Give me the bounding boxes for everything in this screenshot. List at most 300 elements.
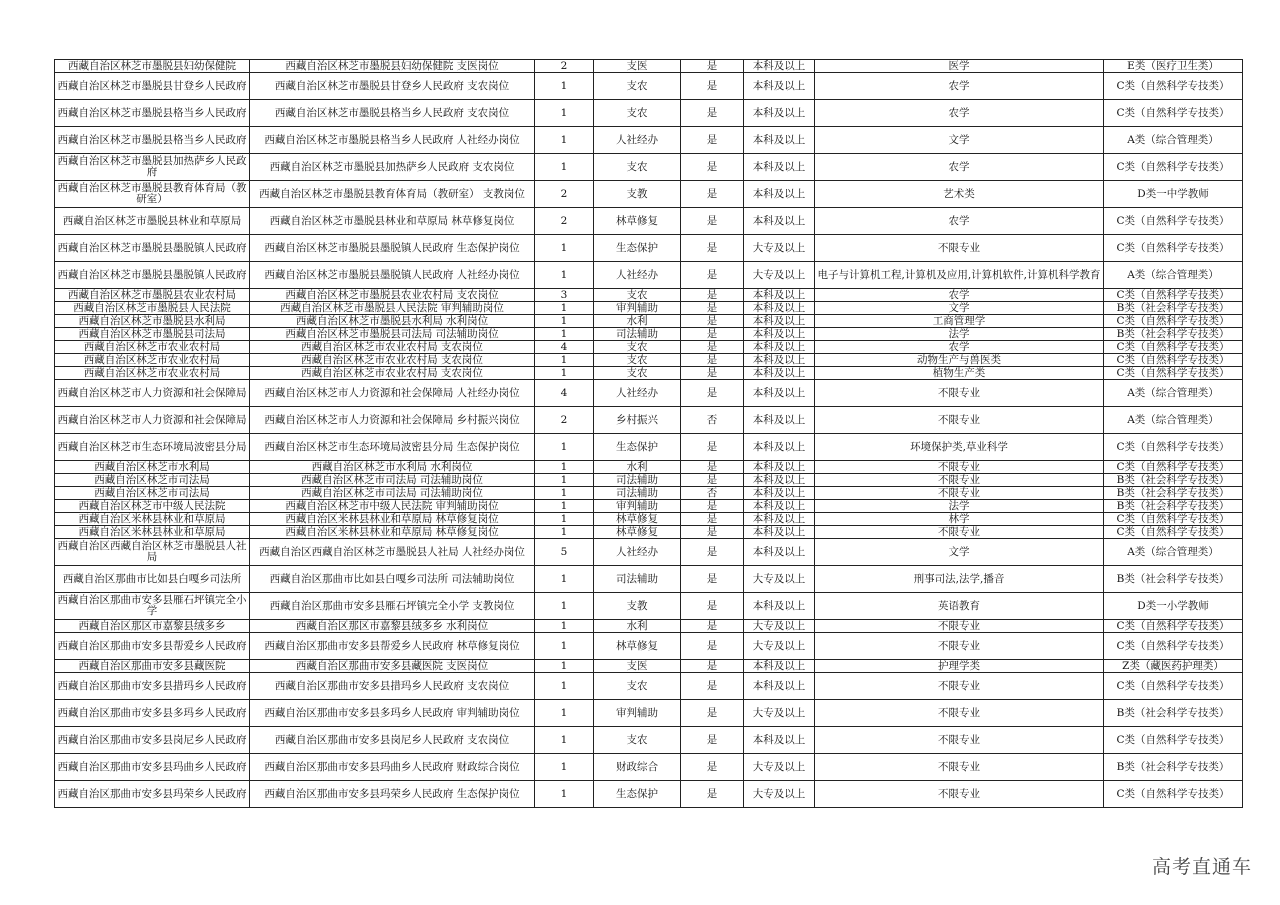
job-type-cell: 林草修复: [594, 208, 681, 235]
education-cell: 本科及以上: [744, 673, 815, 700]
education-cell: 本科及以上: [744, 513, 815, 526]
table-row: [55, 700, 1243, 727]
job-type-cell: 林草修复: [594, 526, 681, 539]
position-cell: 西藏自治区林芝市人力资源和社会保障局 乡村振兴岗位: [250, 407, 535, 434]
table-row: [55, 593, 1243, 620]
table-row: [55, 341, 1243, 354]
major-cell: 刑事司法,法学,播音: [815, 566, 1104, 593]
remote-flag-cell: 是: [681, 328, 744, 341]
position-cell: 西藏自治区米林县林业和草原局 林草修复岗位: [250, 513, 535, 526]
education-cell: 本科及以上: [744, 60, 815, 73]
positions-table: [54, 59, 1243, 808]
remote-flag-cell: 是: [681, 526, 744, 539]
headcount-cell: 1: [535, 700, 594, 727]
employer-cell: 西藏自治区林芝市生态环境局波密县分局: [55, 434, 250, 461]
table-row: [55, 620, 1243, 633]
headcount-cell: 1: [535, 302, 594, 315]
employer-cell: 西藏自治区林芝市墨脱县教育体育局（教研室）: [55, 181, 250, 208]
headcount-cell: 1: [535, 566, 594, 593]
remote-flag-cell: 是: [681, 181, 744, 208]
job-type-cell: 支农: [594, 289, 681, 302]
category-cell: C类（自然科学专技类）: [1104, 341, 1243, 354]
position-cell: 西藏自治区林芝市司法局 司法辅助岗位: [250, 487, 535, 500]
employer-cell: 西藏自治区林芝市司法局: [55, 474, 250, 487]
job-type-cell: 人社经办: [594, 127, 681, 154]
job-type-cell: 支农: [594, 354, 681, 367]
remote-flag-cell: 否: [681, 407, 744, 434]
employer-cell: 西藏自治区林芝市墨脱县甘登乡人民政府: [55, 73, 250, 100]
table-row: [55, 513, 1243, 526]
category-cell: B类（社会科学专技类）: [1104, 328, 1243, 341]
position-cell: 西藏自治区那曲市安多县措玛乡人民政府 支农岗位: [250, 673, 535, 700]
remote-flag-cell: 是: [681, 60, 744, 73]
position-cell: 西藏自治区林芝市墨脱县墨脱镇人民政府 生态保护岗位: [250, 235, 535, 262]
position-cell: 西藏自治区林芝市墨脱县农业农村局 支农岗位: [250, 289, 535, 302]
category-cell: C类（自然科学专技类）: [1104, 73, 1243, 100]
employer-cell: 西藏自治区那曲市安多县雁石坪镇完全小学: [55, 593, 250, 620]
education-cell: 本科及以上: [744, 487, 815, 500]
education-cell: 大专及以上: [744, 633, 815, 660]
job-type-cell: 生态保护: [594, 235, 681, 262]
position-cell: 西藏自治区林芝市生态环境局波密县分局 生态保护岗位: [250, 434, 535, 461]
job-type-cell: 人社经办: [594, 380, 681, 407]
major-cell: 动物生产与兽医类: [815, 354, 1104, 367]
employer-cell: 西藏自治区林芝市墨脱县人民法院: [55, 302, 250, 315]
employer-cell: 西藏自治区林芝市墨脱县林业和草原局: [55, 208, 250, 235]
remote-flag-cell: 是: [681, 100, 744, 127]
table-row: [55, 315, 1243, 328]
table-row: [55, 208, 1243, 235]
table-row: [55, 727, 1243, 754]
position-cell: 西藏自治区那曲市安多县帮爱乡人民政府 林草修复岗位: [250, 633, 535, 660]
job-type-cell: 水利: [594, 461, 681, 474]
major-cell: 文学: [815, 539, 1104, 566]
education-cell: 本科及以上: [744, 181, 815, 208]
remote-flag-cell: 是: [681, 262, 744, 289]
major-cell: 林学: [815, 513, 1104, 526]
major-cell: 医学: [815, 60, 1104, 73]
remote-flag-cell: 是: [681, 235, 744, 262]
category-cell: C类（自然科学专技类）: [1104, 727, 1243, 754]
table-row: [55, 328, 1243, 341]
category-cell: C类（自然科学专技类）: [1104, 289, 1243, 302]
employer-cell: 西藏自治区林芝市水利局: [55, 461, 250, 474]
table-row: [55, 100, 1243, 127]
category-cell: C类（自然科学专技类）: [1104, 781, 1243, 808]
category-cell: B类（社会科学专技类）: [1104, 754, 1243, 781]
education-cell: 本科及以上: [744, 354, 815, 367]
remote-flag-cell: 是: [681, 434, 744, 461]
headcount-cell: 1: [535, 593, 594, 620]
table-row: [55, 500, 1243, 513]
major-cell: 不限专业: [815, 700, 1104, 727]
employer-cell: 西藏自治区林芝市墨脱县墨脱镇人民政府: [55, 262, 250, 289]
category-cell: C类（自然科学专技类）: [1104, 208, 1243, 235]
employer-cell: 西藏自治区林芝市墨脱县格当乡人民政府: [55, 127, 250, 154]
headcount-cell: 1: [535, 367, 594, 380]
position-cell: 西藏自治区林芝市墨脱县格当乡人民政府 支农岗位: [250, 100, 535, 127]
headcount-cell: 2: [535, 181, 594, 208]
table-row: [55, 354, 1243, 367]
education-cell: 大专及以上: [744, 754, 815, 781]
job-type-cell: 审判辅助: [594, 700, 681, 727]
major-cell: 工商管理学: [815, 315, 1104, 328]
employer-cell: 西藏自治区林芝市司法局: [55, 487, 250, 500]
major-cell: 不限专业: [815, 526, 1104, 539]
education-cell: 本科及以上: [744, 500, 815, 513]
headcount-cell: 1: [535, 328, 594, 341]
category-cell: A类（综合管理类）: [1104, 539, 1243, 566]
table-row: [55, 407, 1243, 434]
remote-flag-cell: 是: [681, 513, 744, 526]
major-cell: 不限专业: [815, 380, 1104, 407]
headcount-cell: 1: [535, 461, 594, 474]
table-row: [55, 127, 1243, 154]
remote-flag-cell: 是: [681, 127, 744, 154]
education-cell: 本科及以上: [744, 208, 815, 235]
position-cell: 西藏自治区林芝市墨脱县人民法院 审判辅助岗位: [250, 302, 535, 315]
position-cell: 西藏自治区林芝市司法局 司法辅助岗位: [250, 474, 535, 487]
remote-flag-cell: 是: [681, 781, 744, 808]
employer-cell: 西藏自治区西藏自治区林芝市墨脱县人社局: [55, 539, 250, 566]
headcount-cell: 1: [535, 73, 594, 100]
remote-flag-cell: 是: [681, 341, 744, 354]
employer-cell: 西藏自治区林芝市农业农村局: [55, 367, 250, 380]
education-cell: 大专及以上: [744, 781, 815, 808]
employer-cell: 西藏自治区米林县林业和草原局: [55, 513, 250, 526]
category-cell: C类（自然科学专技类）: [1104, 315, 1243, 328]
position-cell: 西藏自治区西藏自治区林芝市墨脱县人社局 人社经办岗位: [250, 539, 535, 566]
education-cell: 本科及以上: [744, 461, 815, 474]
job-type-cell: 乡村振兴: [594, 407, 681, 434]
table-row: [55, 487, 1243, 500]
employer-cell: 西藏自治区林芝市人力资源和社会保障局: [55, 380, 250, 407]
employer-cell: 西藏自治区林芝市墨脱县妇幼保健院: [55, 60, 250, 73]
category-cell: B类（社会科学专技类）: [1104, 474, 1243, 487]
job-type-cell: 支教: [594, 181, 681, 208]
headcount-cell: 1: [535, 633, 594, 660]
headcount-cell: 1: [535, 526, 594, 539]
category-cell: C类（自然科学专技类）: [1104, 673, 1243, 700]
table-row: [55, 781, 1243, 808]
education-cell: 本科及以上: [744, 539, 815, 566]
job-type-cell: 林草修复: [594, 513, 681, 526]
positions-table-body: [55, 60, 1243, 808]
category-cell: C类（自然科学专技类）: [1104, 354, 1243, 367]
employer-cell: 西藏自治区那曲市比如县白嘎乡司法所: [55, 566, 250, 593]
job-type-cell: 司法辅助: [594, 487, 681, 500]
position-cell: 西藏自治区林芝市墨脱县甘登乡人民政府 支农岗位: [250, 73, 535, 100]
job-type-cell: 支教: [594, 593, 681, 620]
position-cell: 西藏自治区那曲市安多县玛曲乡人民政府 财政综合岗位: [250, 754, 535, 781]
headcount-cell: 1: [535, 487, 594, 500]
major-cell: 不限专业: [815, 407, 1104, 434]
table-row: [55, 235, 1243, 262]
employer-cell: 西藏自治区林芝市人力资源和社会保障局: [55, 407, 250, 434]
major-cell: 不限专业: [815, 633, 1104, 660]
table-row: [55, 60, 1243, 73]
education-cell: 本科及以上: [744, 73, 815, 100]
remote-flag-cell: 是: [681, 633, 744, 660]
category-cell: C类（自然科学专技类）: [1104, 235, 1243, 262]
major-cell: 农学: [815, 154, 1104, 181]
major-cell: 不限专业: [815, 754, 1104, 781]
employer-cell: 西藏自治区那曲市安多县措玛乡人民政府: [55, 673, 250, 700]
major-cell: 农学: [815, 289, 1104, 302]
employer-cell: 西藏自治区林芝市中级人民法院: [55, 500, 250, 513]
remote-flag-cell: 否: [681, 487, 744, 500]
major-cell: 艺术类: [815, 181, 1104, 208]
headcount-cell: 1: [535, 513, 594, 526]
headcount-cell: 1: [535, 235, 594, 262]
position-cell: 西藏自治区林芝市墨脱县墨脱镇人民政府 人社经办岗位: [250, 262, 535, 289]
employer-cell: 西藏自治区林芝市墨脱县加热萨乡人民政府: [55, 154, 250, 181]
remote-flag-cell: 是: [681, 367, 744, 380]
education-cell: 本科及以上: [744, 727, 815, 754]
major-cell: 环境保护类,草业科学: [815, 434, 1104, 461]
job-type-cell: 司法辅助: [594, 328, 681, 341]
employer-cell: 西藏自治区那曲市安多县玛曲乡人民政府: [55, 754, 250, 781]
employer-cell: 西藏自治区那曲市安多县藏医院: [55, 660, 250, 673]
category-cell: D类一小学教师: [1104, 593, 1243, 620]
category-cell: Z类（藏医药护理类）: [1104, 660, 1243, 673]
category-cell: C类（自然科学专技类）: [1104, 461, 1243, 474]
position-cell: 西藏自治区林芝市墨脱县加热萨乡人民政府 支农岗位: [250, 154, 535, 181]
headcount-cell: 1: [535, 754, 594, 781]
table-row: [55, 461, 1243, 474]
job-type-cell: 人社经办: [594, 539, 681, 566]
employer-cell: 西藏自治区那曲市安多县岗尼乡人民政府: [55, 727, 250, 754]
employer-cell: 西藏自治区林芝市墨脱县水利局: [55, 315, 250, 328]
education-cell: 本科及以上: [744, 526, 815, 539]
remote-flag-cell: 是: [681, 461, 744, 474]
education-cell: 本科及以上: [744, 367, 815, 380]
education-cell: 大专及以上: [744, 566, 815, 593]
education-cell: 大专及以上: [744, 620, 815, 633]
table-row: [55, 380, 1243, 407]
major-cell: 农学: [815, 100, 1104, 127]
major-cell: 农学: [815, 208, 1104, 235]
major-cell: 电子与计算机工程,计算机及应用,计算机软件,计算机科学教育: [815, 262, 1104, 289]
category-cell: B类（社会科学专技类）: [1104, 700, 1243, 727]
position-cell: 西藏自治区米林县林业和草原局 林草修复岗位: [250, 526, 535, 539]
remote-flag-cell: 是: [681, 315, 744, 328]
education-cell: 本科及以上: [744, 380, 815, 407]
table-row: [55, 673, 1243, 700]
headcount-cell: 1: [535, 127, 594, 154]
major-cell: 不限专业: [815, 235, 1104, 262]
remote-flag-cell: 是: [681, 73, 744, 100]
headcount-cell: 1: [535, 727, 594, 754]
job-type-cell: 支农: [594, 673, 681, 700]
table-row: [55, 154, 1243, 181]
job-type-cell: 支农: [594, 154, 681, 181]
remote-flag-cell: 是: [681, 154, 744, 181]
position-cell: 西藏自治区林芝市农业农村局 支农岗位: [250, 354, 535, 367]
remote-flag-cell: 是: [681, 566, 744, 593]
category-cell: B类（社会科学专技类）: [1104, 566, 1243, 593]
education-cell: 本科及以上: [744, 593, 815, 620]
education-cell: 本科及以上: [744, 660, 815, 673]
category-cell: A类（综合管理类）: [1104, 380, 1243, 407]
category-cell: A类（综合管理类）: [1104, 127, 1243, 154]
headcount-cell: 1: [535, 354, 594, 367]
table-row: [55, 73, 1243, 100]
major-cell: 文学: [815, 302, 1104, 315]
major-cell: 不限专业: [815, 727, 1104, 754]
headcount-cell: 1: [535, 434, 594, 461]
position-cell: 西藏自治区那曲市安多县雁石坪镇完全小学 支教岗位: [250, 593, 535, 620]
education-cell: 本科及以上: [744, 154, 815, 181]
position-cell: 西藏自治区那区市嘉黎县绒多乡 水利岗位: [250, 620, 535, 633]
education-cell: 本科及以上: [744, 474, 815, 487]
position-cell: 西藏自治区林芝市水利局 水利岗位: [250, 461, 535, 474]
major-cell: 英语教育: [815, 593, 1104, 620]
major-cell: 农学: [815, 73, 1104, 100]
headcount-cell: 1: [535, 620, 594, 633]
job-type-cell: 支农: [594, 367, 681, 380]
employer-cell: 西藏自治区林芝市墨脱县司法局: [55, 328, 250, 341]
education-cell: 本科及以上: [744, 289, 815, 302]
headcount-cell: 4: [535, 380, 594, 407]
table-row: [55, 566, 1243, 593]
headcount-cell: 2: [535, 60, 594, 73]
category-cell: C类（自然科学专技类）: [1104, 434, 1243, 461]
headcount-cell: 1: [535, 262, 594, 289]
table-row: [55, 539, 1243, 566]
major-cell: 不限专业: [815, 487, 1104, 500]
category-cell: E类（医疗卫生类）: [1104, 60, 1243, 73]
category-cell: C类（自然科学专技类）: [1104, 100, 1243, 127]
remote-flag-cell: 是: [681, 289, 744, 302]
watermark-text: 高考直通车: [1151, 856, 1252, 878]
major-cell: 不限专业: [815, 461, 1104, 474]
category-cell: C类（自然科学专技类）: [1104, 367, 1243, 380]
remote-flag-cell: 是: [681, 754, 744, 781]
major-cell: 法学: [815, 328, 1104, 341]
position-cell: 西藏自治区那曲市安多县玛荣乡人民政府 生态保护岗位: [250, 781, 535, 808]
headcount-cell: 1: [535, 660, 594, 673]
job-type-cell: 支农: [594, 727, 681, 754]
remote-flag-cell: 是: [681, 208, 744, 235]
education-cell: 大专及以上: [744, 262, 815, 289]
job-type-cell: 财政综合: [594, 754, 681, 781]
table-row: [55, 181, 1243, 208]
major-cell: 护理学类: [815, 660, 1104, 673]
education-cell: 本科及以上: [744, 434, 815, 461]
headcount-cell: 5: [535, 539, 594, 566]
remote-flag-cell: 是: [681, 727, 744, 754]
major-cell: 农学: [815, 341, 1104, 354]
job-type-cell: 支农: [594, 341, 681, 354]
job-type-cell: 生态保护: [594, 781, 681, 808]
education-cell: 大专及以上: [744, 700, 815, 727]
position-cell: 西藏自治区林芝市农业农村局 支农岗位: [250, 341, 535, 354]
employer-cell: 西藏自治区林芝市墨脱县墨脱镇人民政府: [55, 235, 250, 262]
major-cell: 不限专业: [815, 474, 1104, 487]
education-cell: 本科及以上: [744, 341, 815, 354]
table-row: [55, 289, 1243, 302]
job-type-cell: 林草修复: [594, 633, 681, 660]
job-type-cell: 司法辅助: [594, 474, 681, 487]
remote-flag-cell: 是: [681, 700, 744, 727]
category-cell: C类（自然科学专技类）: [1104, 154, 1243, 181]
job-type-cell: 审判辅助: [594, 302, 681, 315]
remote-flag-cell: 是: [681, 380, 744, 407]
headcount-cell: 1: [535, 474, 594, 487]
position-cell: 西藏自治区林芝市农业农村局 支农岗位: [250, 367, 535, 380]
table-row: [55, 754, 1243, 781]
headcount-cell: 2: [535, 407, 594, 434]
education-cell: 本科及以上: [744, 127, 815, 154]
headcount-cell: 1: [535, 100, 594, 127]
table-row: [55, 474, 1243, 487]
category-cell: C类（自然科学专技类）: [1104, 513, 1243, 526]
education-cell: 大专及以上: [744, 235, 815, 262]
headcount-cell: 1: [535, 315, 594, 328]
remote-flag-cell: 是: [681, 593, 744, 620]
remote-flag-cell: 是: [681, 673, 744, 700]
headcount-cell: 1: [535, 154, 594, 181]
major-cell: 法学: [815, 500, 1104, 513]
major-cell: 不限专业: [815, 781, 1104, 808]
headcount-cell: 2: [535, 208, 594, 235]
job-type-cell: 水利: [594, 315, 681, 328]
headcount-cell: 4: [535, 341, 594, 354]
job-type-cell: 人社经办: [594, 262, 681, 289]
employer-cell: 西藏自治区那曲市安多县玛荣乡人民政府: [55, 781, 250, 808]
category-cell: B类（社会科学专技类）: [1104, 302, 1243, 315]
position-cell: 西藏自治区林芝市墨脱县司法局 司法辅助岗位: [250, 328, 535, 341]
job-type-cell: 支农: [594, 73, 681, 100]
category-cell: B类（社会科学专技类）: [1104, 500, 1243, 513]
position-cell: 西藏自治区林芝市墨脱县水利局 水利岗位: [250, 315, 535, 328]
headcount-cell: 1: [535, 500, 594, 513]
major-cell: 植物生产类: [815, 367, 1104, 380]
education-cell: 本科及以上: [744, 302, 815, 315]
category-cell: A类（综合管理类）: [1104, 262, 1243, 289]
major-cell: 不限专业: [815, 673, 1104, 700]
education-cell: 本科及以上: [744, 100, 815, 127]
headcount-cell: 3: [535, 289, 594, 302]
education-cell: 本科及以上: [744, 328, 815, 341]
education-cell: 本科及以上: [744, 407, 815, 434]
position-cell: 西藏自治区那曲市安多县藏医院 支医岗位: [250, 660, 535, 673]
category-cell: A类（综合管理类）: [1104, 407, 1243, 434]
table-row: [55, 302, 1243, 315]
position-cell: 西藏自治区林芝市墨脱县林业和草原局 林草修复岗位: [250, 208, 535, 235]
remote-flag-cell: 是: [681, 474, 744, 487]
remote-flag-cell: 是: [681, 660, 744, 673]
remote-flag-cell: 是: [681, 539, 744, 566]
job-type-cell: 司法辅助: [594, 566, 681, 593]
table-row: [55, 526, 1243, 539]
table-row: [55, 633, 1243, 660]
category-cell: C类（自然科学专技类）: [1104, 526, 1243, 539]
headcount-cell: 1: [535, 673, 594, 700]
employer-cell: 西藏自治区林芝市农业农村局: [55, 341, 250, 354]
position-cell: 西藏自治区那曲市安多县多玛乡人民政府 审判辅助岗位: [250, 700, 535, 727]
job-type-cell: 支医: [594, 60, 681, 73]
job-type-cell: 支医: [594, 660, 681, 673]
headcount-cell: 1: [535, 781, 594, 808]
category-cell: C类（自然科学专技类）: [1104, 620, 1243, 633]
category-cell: B类（社会科学专技类）: [1104, 487, 1243, 500]
job-type-cell: 支农: [594, 100, 681, 127]
position-cell: 西藏自治区林芝市墨脱县格当乡人民政府 人社经办岗位: [250, 127, 535, 154]
category-cell: C类（自然科学专技类）: [1104, 633, 1243, 660]
employer-cell: 西藏自治区那曲市安多县帮爱乡人民政府: [55, 633, 250, 660]
